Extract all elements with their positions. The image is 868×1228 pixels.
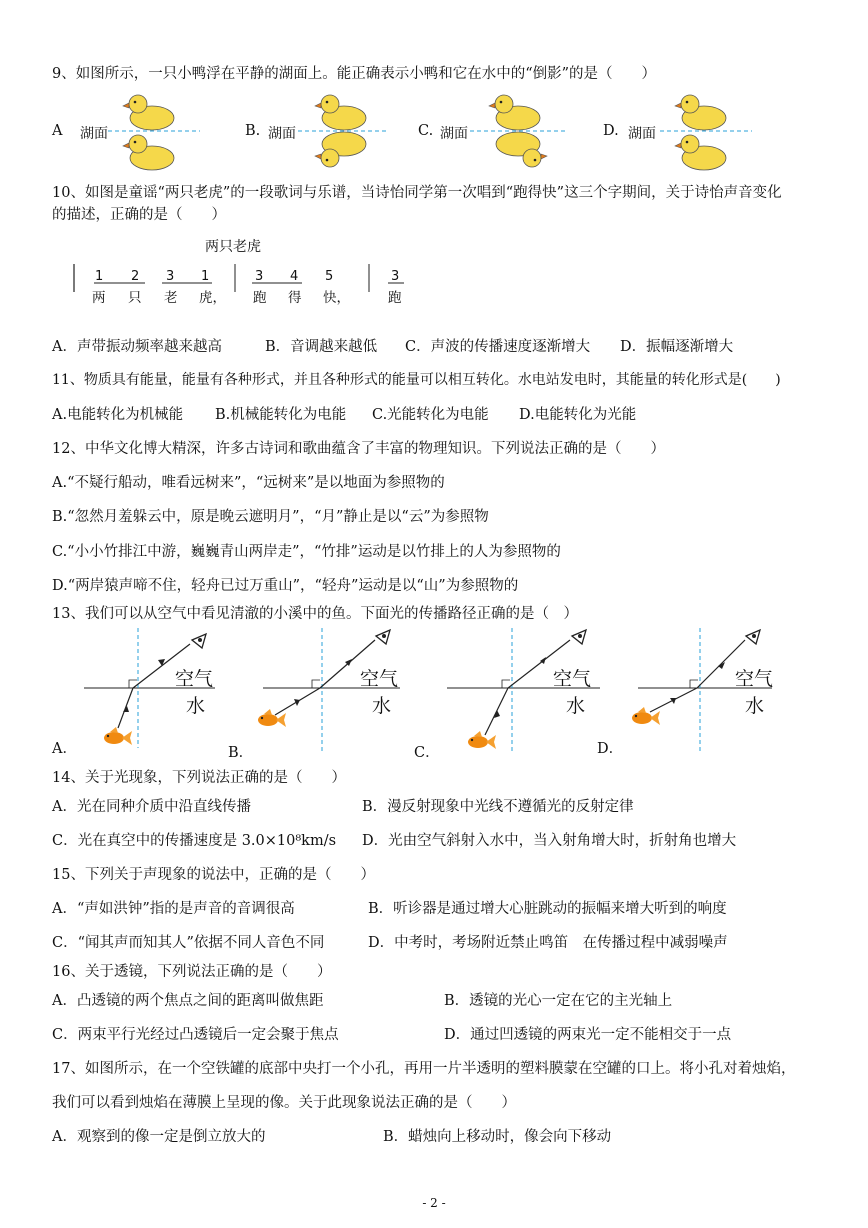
score-lyric: 快， [323, 290, 350, 306]
score-note: 3 [391, 269, 400, 284]
q10-option-a[interactable]: A．声带振动频率越来越高 [52, 339, 222, 355]
q16-option-b[interactable]: B．透镜的光心一定在它的主光轴上 [444, 993, 673, 1009]
q15-option-b[interactable]: B．听诊器是通过增大心脏跳动的振幅来增大听到的响度 [368, 901, 727, 917]
q10-stem-line1: 10、如图是童谣“两只老虎”的一段歌词与乐谱，当诗怡同学第一次唱到“跑得快”这三个字期间，关于诗怡声音变化 [52, 185, 782, 201]
score-note: 1 [95, 269, 104, 284]
score-note: 1 [201, 269, 210, 284]
q9-letter: A [52, 123, 63, 139]
score-lyric: 跑 [388, 290, 402, 306]
q14-option-a[interactable]: A．光在同种介质中沿直线传播 [52, 799, 251, 815]
score-lyric: 虎， [199, 290, 226, 306]
score-note: 4 [290, 269, 299, 284]
water-label: 水 [745, 695, 765, 717]
water-label: 水 [566, 695, 586, 717]
score-note: 5 [325, 269, 334, 284]
q13-option-c[interactable]: C． [414, 745, 440, 761]
q11-option-c[interactable]: C.光能转化为电能 [372, 407, 489, 423]
score-lyric: 两 [92, 290, 106, 306]
q17-option-a[interactable]: A．观察到的像一定是倒立放大的 [52, 1129, 266, 1145]
q14-option-d[interactable]: D．光由空气斜射入水中，当入射角增大时，折射角也增大 [362, 833, 737, 849]
q15-option-d[interactable]: D．中考时，考场附近禁止鸣笛 在传播过程中减弱噪声 [368, 935, 728, 951]
q12-option-b[interactable]: B.“忽然月羞躲云中，原是晚云遮明月”，“月”静止是以“云”为参照物 [52, 509, 489, 525]
q16-stem: 16、关于透镜，下列说法正确的是（ ） [52, 964, 332, 980]
lake-label: 湖面 [268, 126, 296, 142]
q13-stem: 13、我们可以从空气中看见清澈的小溪中的鱼。下面光的传播路径正确的是（ ） [52, 606, 578, 622]
q11-stem: 11、物质具有能量，能量有各种形式，并且各种形式的能量可以相互转化。水电站发电时，其能量的转化形式是( ) [52, 372, 781, 388]
q9-letter: D. [603, 123, 619, 139]
q14-option-c[interactable]: C．光在真空中的传播速度是 3.0×10⁸km/s [52, 833, 337, 849]
q17-stem-line2: 我们可以看到烛焰在薄膜上呈现的像。关于此现象说法正确的是（ ） [52, 1095, 516, 1111]
q12-stem: 12、中华文化博大精深，许多古诗词和歌曲蕴含了丰富的物理知识。下列说法正确的是（ ） [52, 441, 665, 457]
score-lyric: 只 [128, 290, 142, 306]
song-title: 两只老虎 [205, 239, 261, 255]
q9-stem: 9、如图所示，一只小鸭浮在平静的湖面上。能正确表示小鸭和它在水中的“倒影”的是（ ） [52, 66, 657, 82]
q16-option-d[interactable]: D．通过凹透镜的两束光一定不能相交于一点 [444, 1027, 732, 1043]
q13-option-b[interactable]: B． [228, 745, 254, 761]
q14-option-b[interactable]: B．漫反射现象中光线不遵循光的反射定律 [362, 799, 634, 815]
q9-letter: C. [418, 123, 434, 139]
q15-option-a[interactable]: A．“声如洪钟”指的是声音的音调很高 [52, 901, 295, 917]
q11-option-b[interactable]: B.机械能转化为电能 [215, 407, 347, 423]
q15-option-c[interactable]: C．“闻其声而知其人”依据不同人音色不同 [52, 935, 325, 951]
water-label: 水 [372, 695, 392, 717]
score-note: 3 [166, 269, 175, 284]
score-lyric: 得 [288, 290, 302, 306]
q11-option-d[interactable]: D.电能转化为光能 [519, 407, 637, 423]
q13-option-d[interactable]: D． [597, 741, 624, 757]
water-label: 水 [186, 695, 206, 717]
q12-option-a[interactable]: A.“不疑行船动，唯看远树来”，“远树来”是以地面为参照物的 [52, 475, 445, 491]
air-label: 空气 [735, 668, 774, 690]
q16-option-c[interactable]: C．两束平行光经过凸透镜后一定会聚于焦点 [52, 1027, 339, 1043]
q13-option-a[interactable]: A． [52, 741, 77, 757]
q12-option-c[interactable]: C.“小小竹排江中游，巍巍青山两岸走”，“竹排”运动是以竹排上的人为参照物的 [52, 544, 561, 560]
q14-stem: 14、关于光现象，下列说法正确的是（ ） [52, 770, 346, 786]
q15-stem: 15、下列关于声现象的说法中，正确的是（ ） [52, 867, 375, 883]
q12-option-d[interactable]: D.“两岸猿声啼不住，轻舟已过万重山”，“轻舟”运动是以“山”为参照物的 [52, 578, 519, 594]
q11-option-a[interactable]: A.电能转化为机械能 [52, 407, 184, 423]
score-lyric: 跑 [253, 290, 267, 306]
score-lyric: 老 [164, 290, 178, 306]
q16-option-a[interactable]: A．凸透镜的两个焦点之间的距离叫做焦距 [52, 993, 324, 1009]
q17-stem-line1: 17、如图所示，在一个空铁罐的底部中央打一个小孔，再用一片半透明的塑料膜蒙在空罐的口上。将小孔对着烛焰， [52, 1061, 796, 1077]
score-note: 2 [131, 269, 140, 284]
q17-option-b[interactable]: B．蜡烛向上移动时，像会向下移动 [383, 1129, 612, 1145]
lake-label: 湖面 [628, 126, 656, 142]
page-number: - 2 - [422, 1196, 446, 1210]
q10-stem-line2: 的描述，正确的是（ ） [52, 207, 226, 223]
q9-letter: B. [245, 123, 261, 139]
score-note: 3 [255, 269, 264, 284]
q10-option-b[interactable]: B．音调越来越低 [265, 339, 378, 355]
lake-label: 湖面 [80, 126, 108, 142]
air-label: 空气 [360, 668, 399, 690]
air-label: 空气 [553, 668, 592, 690]
air-label: 空气 [175, 668, 214, 690]
q10-option-d[interactable]: D．振幅逐渐增大 [620, 339, 734, 355]
lake-label: 湖面 [440, 126, 468, 142]
q10-option-c[interactable]: C．声波的传播速度逐渐增大 [405, 339, 591, 355]
